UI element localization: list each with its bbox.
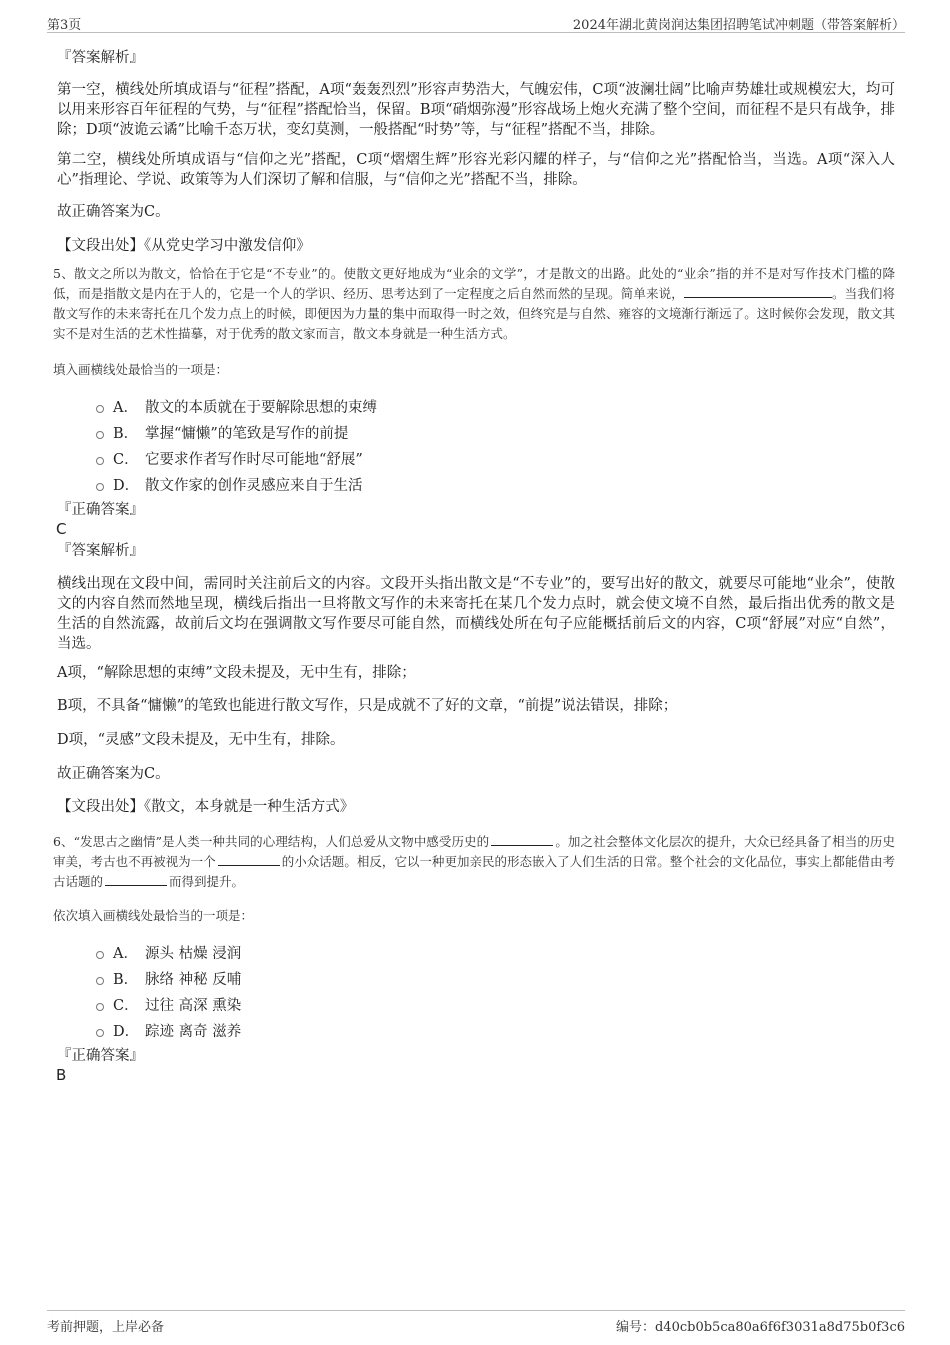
radio-button[interactable] — [96, 457, 104, 465]
fill-blank — [105, 873, 167, 886]
option-a[interactable]: A． 散文的本质就在于要解除思想的束缚 — [96, 393, 377, 419]
footer-slogan: 考前押题，上岸必备 — [47, 1320, 165, 1335]
page-footer — [47, 1310, 905, 1335]
option-text: 散文作家的创作灵感应来自于生活 — [145, 477, 363, 494]
option-text: 源头 枯燥 浸润 — [145, 945, 242, 962]
option-d[interactable]: D． 踪迹 离奇 滋养 — [96, 1017, 241, 1043]
option-text: 脉络 神秘 反哺 — [145, 971, 242, 988]
option-text: 它要求作者写作时尽可能地“舒展” — [145, 451, 363, 468]
fill-blank — [491, 833, 553, 846]
analysis-paragraph: D项，“灵感”文段未提及，无中生有，排除。 — [57, 732, 345, 748]
page-number: 第3页 — [47, 18, 82, 33]
radio-button[interactable] — [96, 405, 104, 413]
source-citation: 【文段出处】《从党史学习中激发信仰》 — [57, 238, 311, 254]
question-6-options — [96, 939, 241, 1043]
correct-answer-label: 『正确答案』 — [57, 502, 144, 518]
page-header — [47, 12, 905, 33]
option-c[interactable]: C． 它要求作者写作时尽可能地“舒展” — [96, 445, 377, 471]
question-text: 而得到提升。 — [169, 874, 245, 889]
option-text: 踪迹 离奇 滋养 — [145, 1023, 242, 1040]
source-citation: 【文段出处】《散文，本身就是一种生活方式》 — [57, 799, 355, 815]
correct-answer: C — [56, 520, 67, 538]
correct-answer: B — [56, 1066, 67, 1084]
option-d[interactable]: D． 散文作家的创作灵感应来自于生活 — [96, 471, 377, 497]
option-text: 散文的本质就在于要解除思想的束缚 — [145, 399, 377, 416]
analysis-label: 『答案解析』 — [57, 543, 144, 559]
analysis-paragraph: A项，“解除思想的束缚”文段未提及，无中生有，排除； — [57, 665, 416, 681]
option-b[interactable]: B． 掌握“慵懒”的笔致是写作的前提 — [96, 419, 377, 445]
analysis-label: 『答案解析』 — [57, 50, 144, 66]
question-prompt: 依次填入画横线处最恰当的一项是： — [53, 908, 254, 923]
radio-button[interactable] — [96, 1029, 104, 1037]
question-text: 5、散文之所以为散文，恰恰在于它是“不专业”的。使散文更好地成为“业余的文学”，才是散文的出路。此处的“业余”指的并不是对写作技术门槛的降低，而是指散文是内在于人的，它是一个人的学识、经历、思考达到了一定程度之后自然而然的呈现。简单来说， — [53, 266, 895, 301]
correct-answer-label: 『正确答案』 — [57, 1048, 144, 1064]
analysis-paragraph: 横线出现在文段中间，需同时关注前后文的内容。文段开头指出散文是“不专业”的，要写出好的散文，就要尽可能地“业余”，使散文的内容自然而然地呈现，横线后指出一旦将散文写作的未来寄托在某几个发力点时，就会使文境不自然，最后指出优秀的散文是生活的自然流露，故前后文均在强调散文写作要尽可能自然，而横线处所在句子应能概括前后文的内容，C项“舒展”对应“自然”，当选。 — [57, 576, 895, 652]
option-c[interactable]: C． 过往 高深 熏染 — [96, 991, 241, 1017]
option-a[interactable]: A． 源头 枯燥 浸润 — [96, 939, 241, 965]
question-6-stem — [53, 832, 895, 892]
radio-button[interactable] — [96, 951, 104, 959]
question-5-stem — [53, 264, 895, 344]
question-prompt: 填入画横线处最恰当的一项是： — [53, 362, 229, 377]
option-text: 过往 高深 熏染 — [145, 997, 242, 1014]
analysis-paragraph: 第一空，横线处所填成语与“征程”搭配，A项“轰轰烈烈”形容声势浩大，气魄宏伟，C项“波澜壮阔”比喻声势雄壮或规模宏大，均可以用来形容百年征程的气势，与“征程”搭配恰当，保留。B项“硝烟弥漫”形容战场上炮火充满了整个空间，而征程不是只有战争，排除；D项“波诡云谲”比喻千态万状，变幻莫测，一般搭配“时势”等，与“征程”搭配不当，排除。 — [57, 82, 895, 138]
analysis-paragraph: 第二空，横线处所填成语与“信仰之光”搭配，C项“熠熠生辉”形容光彩闪耀的样子，与“信仰之光”搭配恰当，当选。A项“深入人心”指理论、学说、政策等为人们深切了解和信服，与“信仰之光”搭配不当，排除。 — [57, 152, 895, 188]
fill-blank — [218, 853, 280, 866]
option-text: 掌握“慵懒”的笔致是写作的前提 — [145, 425, 349, 442]
question-text: 的小众话题。相反，它以一种更加亲民的形态嵌入了人们生活的日常。整个社会的文化品位，事实上都能借由考古话题的 — [53, 854, 895, 889]
radio-button[interactable] — [96, 483, 104, 491]
document-title: 2024年湖北黄岗润达集团招聘笔试冲刺题（带答案解析） — [572, 18, 905, 33]
analysis-paragraph: B项，不具备“慵懒”的笔致也能进行散文写作，只是成就不了好的文章，“前提”说法错误，排除； — [57, 698, 678, 714]
fill-blank — [684, 285, 832, 298]
analysis-conclusion: 故正确答案为C。 — [57, 766, 170, 782]
question-text: 6、“发思古之幽情”是人类一种共同的心理结构，人们总爱从文物中感受历史的 — [53, 834, 490, 849]
question-5-options — [96, 393, 377, 497]
question-text: 。当我们将散文写作的未来寄托在几个发力点上的时候，即便因为力量的集中而取得一时之效，但终究是与自然、雍容的文境渐行渐远了。这时候你会发现，散文其实不是对生活的艺术性描摹，对于优秀的散文家而言，散文本身就是一种生活方式。 — [53, 286, 895, 341]
question-text: 。加之社会整体文化层次的提升，大众已经具备了相当的历史审美，考古也不再被视为一个 — [53, 834, 895, 869]
document-id: 编号：d40cb0b5ca80a6f6f3031a8d75b0f3c6 — [615, 1320, 905, 1335]
radio-button[interactable] — [96, 977, 104, 985]
radio-button[interactable] — [96, 1003, 104, 1011]
option-b[interactable]: B． 脉络 神秘 反哺 — [96, 965, 241, 991]
analysis-conclusion: 故正确答案为C。 — [57, 204, 170, 220]
radio-button[interactable] — [96, 431, 104, 439]
